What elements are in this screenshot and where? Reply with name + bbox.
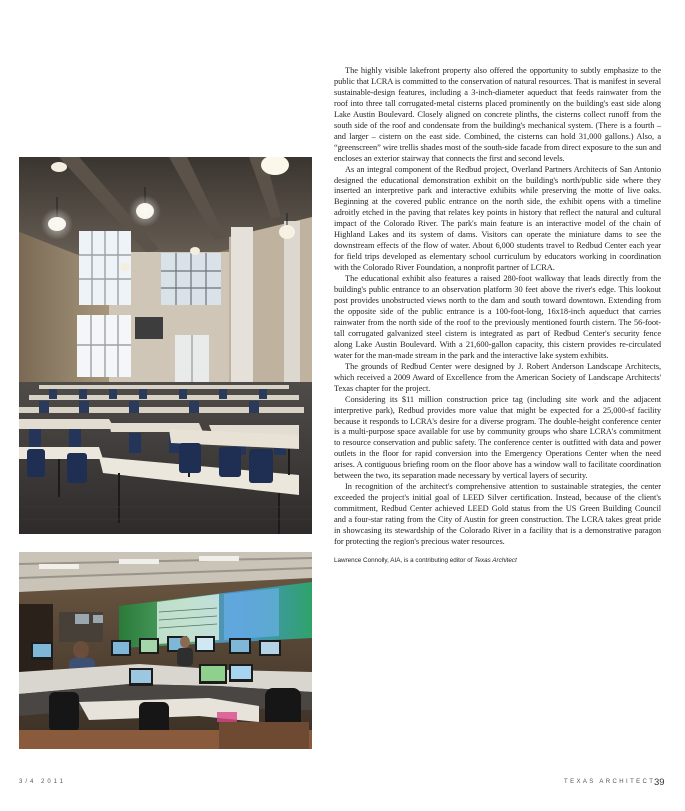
byline-author: Lawrence Connolly, AIA, is a contributing editor of (334, 556, 475, 564)
article-paragraph: The grounds of Redbud Center were designed by J. Robert Anderson Landscape Architects, which received a 2009 Award of Excellence from the American Society of Landscape Architects' Texas chapter for the project. (334, 361, 661, 393)
page-footer (0, 778, 685, 790)
page-number: 39 (654, 777, 665, 788)
conference-center-illustration (19, 157, 312, 534)
magazine-name: TEXAS ARCHITECT (564, 779, 656, 785)
issue-date: 3/4 2011 (19, 779, 66, 785)
article-paragraph: In recognition of the architect's comprehensive attention to sustainable strategies, the center exceeded the project's initial goal of LEED Silver certification. Instead, because of the client's commitment, Redbud Center achieved LEED Gold status from the US Green Building Council and a four-star rating from the City of Austin for green construction. The LCRA takes great pride in showcasing its stewardship of the Colorado River in a facility that is a demonstrative paragon for protecting the region's precious water resources. (334, 482, 661, 546)
operations-center-illustration (19, 552, 312, 749)
article-paragraph: The educational exhibit also features a raised 280-foot walkway that leads directly from the building's public entrance to an observation platform 30 feet above the river's edge. This lookout post provides unobstructed views north to the dam and south toward downtown. Extending from the opposite side of the public entrance is a 100-foot-long, 16x18-inch aqueduct that carries rainwater from the north side of the roof to the previously mentioned fourth cistern. The 56-foot-tall corrugated galvanized steel cistern is integrated as part of Redbud Center's security fence along Lake Austin Boulevard. With a 21,600-gallon capacity, this cistern provides re-circulated water for the man-made stream in the park and the interactive lake system exhibits. (334, 274, 661, 360)
article-body (334, 66, 661, 567)
operations-center-photo (19, 552, 312, 749)
article-paragraph: The highly visible lakefront property also offered the opportunity to subtly emphasize to the public that LCRA is committed to the conservation of natural resources. That is manifest in several sustainable-design features, including a 3-inch-diameter aqueduct that feeds rainwater from the roof into three tall corrugated-metal cisterns placed prominently on the building's east side along Lake Austin Boulevard. Closely aligned on concrete plinths, the cisterns collect runoff from the south side of the roof and condensate from the building's mechanical system. (There is a fourth – and larger – cistern on the east side. Combined, the cisterns can hold 31,000 gallons.) Also, a “greenscreen” wire trellis shades most of the south-side facade from direct exposure to the sun and encloses an exterior stairway that connects the first and second levels. (334, 66, 661, 163)
byline-magazine: Texas Architect (474, 556, 517, 564)
article-paragraph: Considering its $11 million construction price tag (including site work and the adjacent interpretive park), Redbud provides more value that might be expected for a 25,000-sf facility because it responds to LCRA's desire for a diverse program. The double-height conference center is a multi-purpose space available for use by community groups who share LCRA's commitment to resource conservation and public safety. The conference center is outfitted with data and power outlets in the floor for rapid conversion into the Emergency Operations Center when the need arises. A contiguous briefing room on the floor above has a window wall to facilitate coordination between the two, its separation made necessary by vertical layers of security. (334, 394, 661, 481)
article-paragraph: As an integral component of the Redbud project, Overland Partners Architects of San Antonio designed the educational demonstration exhibit on the building's north/public side where they inserted an interpretive park and interactive exhibits while preserving the motte of live oaks. Beginning at the covered public entrance on the north side, the exhibit opens with a timeline adroitly etched in the paving that relates key points in history that reflect the natural and cultural impact of the Colorado River. The park's main feature is an interactive model of the chain of Highland Lakes and its system of dams. Visitors can operate the miniature dams to see the downstream effects of the flow of water. About 6,000 students travel to Redbud Center each year for field trips developed as elementary school curriculum by educators working in coordination with the Colorado River Foundation, a nonprofit partner of LCRA. (334, 164, 661, 273)
conference-center-photo (19, 157, 312, 534)
author-byline (334, 556, 661, 567)
